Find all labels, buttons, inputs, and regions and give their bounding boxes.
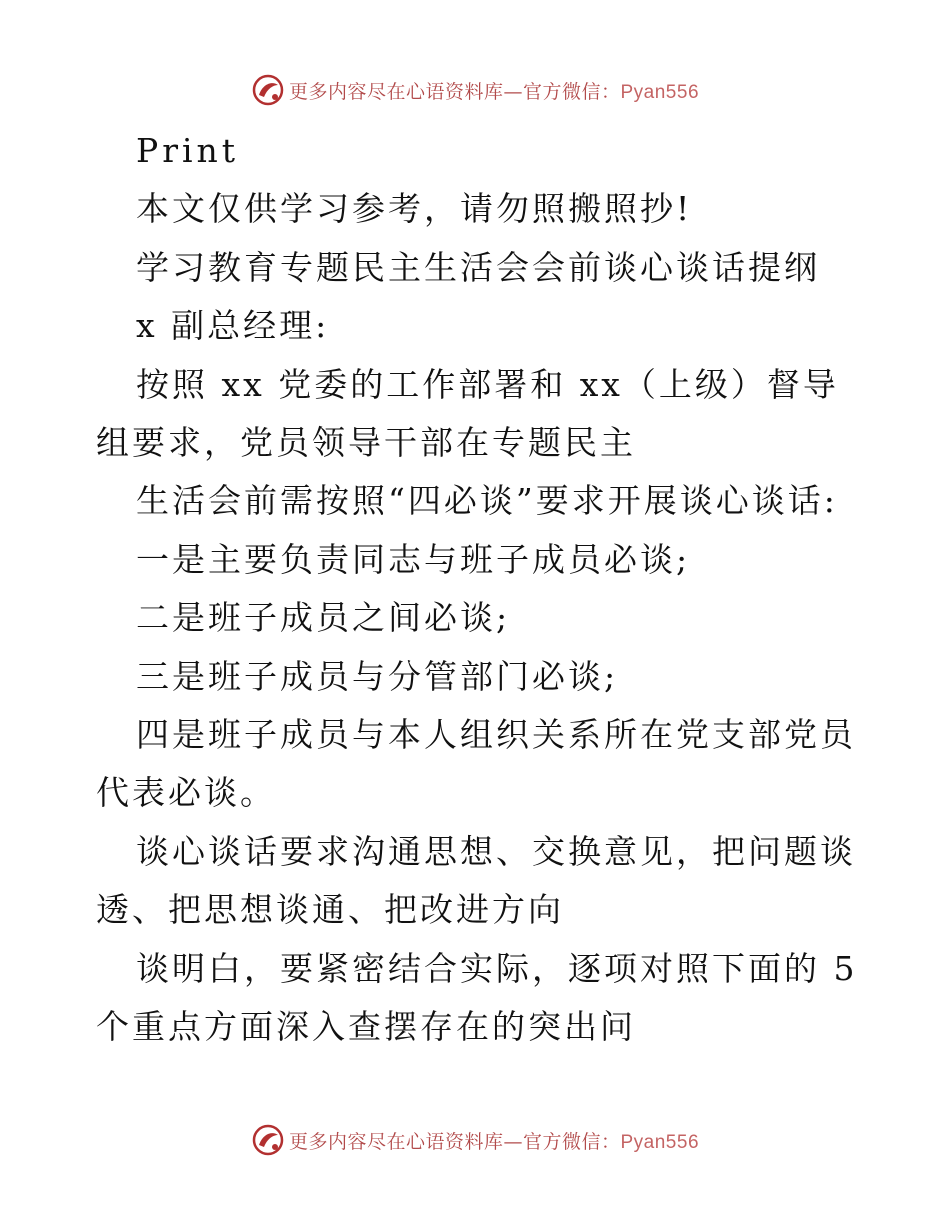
header-account: Pyan556 xyxy=(620,81,700,103)
footer-banner-text: 更多内容尽在心语资料库—官方微信：Pyan556 xyxy=(288,1130,700,1153)
print-label: Print xyxy=(136,131,240,170)
paragraph: 二是班子成员之间必谈; xyxy=(136,598,511,638)
brand-logo-icon xyxy=(251,73,285,107)
header-banner-text: 更多内容尽在心语资料库—官方微信：Pyan556 xyxy=(288,80,700,103)
paragraph: 生活会前需按照“四必谈”要求开展谈心谈话: xyxy=(136,481,838,521)
document-title: 学习教育专题民主生活会会前谈心谈话提纲 xyxy=(136,247,820,287)
paragraph: 一是主要负责同志与班子成员必谈; xyxy=(136,539,691,579)
paragraph: 四是班子成员与本人组织关系所在党支部党员代表必谈。 xyxy=(96,715,856,813)
paragraph: 谈心谈话要求沟通思想、交换意见，把问题谈透、把思想谈通、把改进方向 xyxy=(96,831,856,930)
paragraph: 谈明白，要紧密结合实际，逐项对照下面的 5 个重点方面深入查摆存在的突出问 xyxy=(96,948,858,1047)
paragraph: 三是班子成员与分管部门必谈; xyxy=(136,656,619,696)
brand-logo-icon xyxy=(251,1123,285,1157)
footer-account: Pyan556 xyxy=(620,1131,700,1153)
document-body xyxy=(96,122,866,1057)
header-banner xyxy=(0,70,950,110)
addressee: x 副总经理: xyxy=(136,306,330,346)
paragraph: 按照 xx 党委的工作部署和 xx（上级）督导组要求，党员领导干部在专题民主 xyxy=(96,364,839,463)
footer-banner xyxy=(0,1120,950,1160)
disclaimer: 本文仅供学习参考，请勿照搬照抄! xyxy=(136,189,693,229)
